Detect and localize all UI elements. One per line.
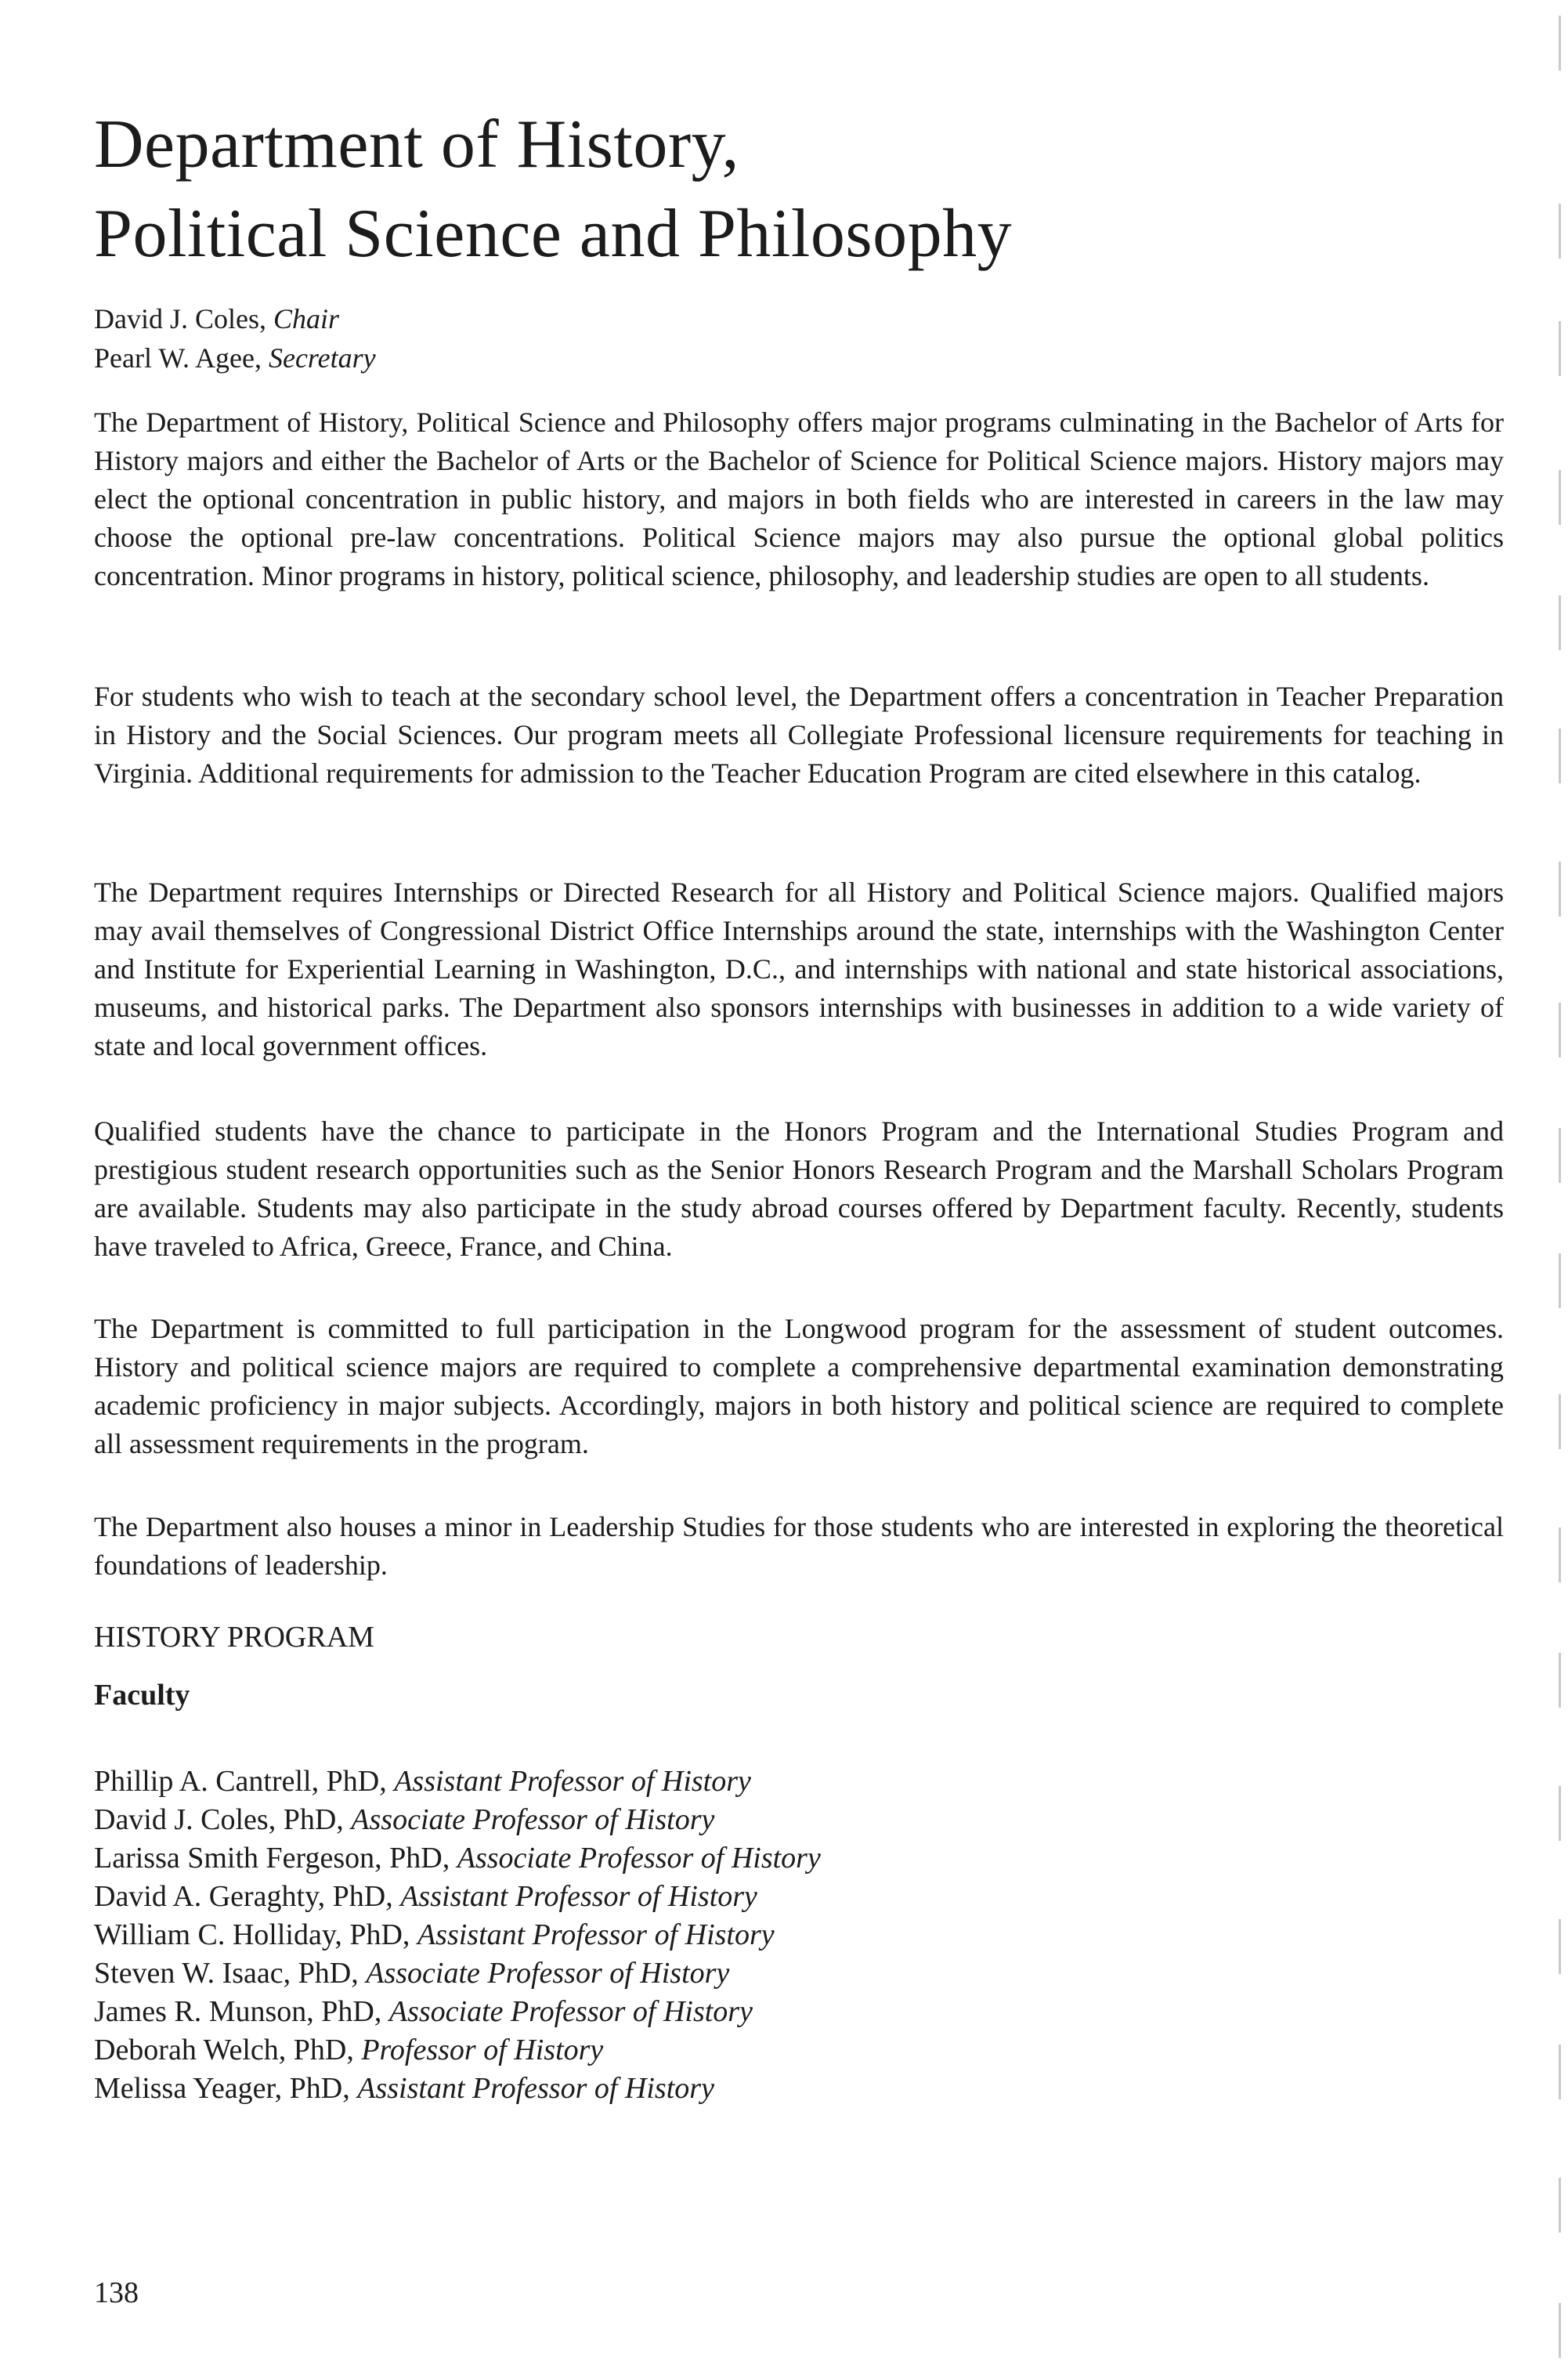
faculty-name: Melissa Yeager, PhD, [94, 2072, 358, 2105]
scan-edge-mark [1559, 2303, 1561, 2358]
faculty-item [94, 1993, 821, 2031]
faculty-item [94, 1801, 821, 1839]
teacher-prep-paragraph: For students who wish to teach at the secondary school level, the Department offers a concentration in Teacher Preparation in History and the Social Sciences. Our program meets all Collegiate Professional licensure requirements for teaching in Virginia. Additional requirements for admission to the Teacher Education Program are cited elsewhere in this catalog. [94, 681, 1504, 789]
faculty-name: David J. Coles, PhD, [94, 1803, 352, 1836]
scan-edge-mark [1559, 1394, 1561, 1449]
scan-edge-mark [1559, 1528, 1561, 1582]
faculty-title: Assistant Professor of History [394, 1765, 751, 1798]
faculty-name: James R. Munson, PhD, [94, 1995, 389, 2028]
faculty-title: Assistant Professor of History [400, 1880, 757, 1913]
scan-edge-mark [1559, 204, 1561, 259]
internships-paragraph: The Department requires Internships or Directed Research for all History and Political Science majors. Qualified majors may avail themselves of Congressional District Office Internships around the state, internships with the Washington Center and Institute for Experiential Learning in Washington, D.C., and internships with national and state historical associations, museums, and historical parks. The Department also sponsors internships with businesses in addition to a wide variety of state and local government offices. [94, 877, 1504, 1061]
faculty-item [94, 1839, 821, 1878]
scan-edge-mark [1559, 470, 1561, 525]
scan-edge-mark [1559, 2045, 1561, 2099]
faculty-heading: Faculty [94, 1679, 190, 1712]
scan-edge-mark [1559, 1253, 1561, 1308]
faculty-item [94, 1954, 821, 1993]
scan-edge-mark [1559, 321, 1561, 376]
staff-name: David J. Coles, [94, 303, 273, 334]
honors-paragraph: Qualified students have the chance to participate in the Honors Program and the International Studies Program and prestigious student research opportunities such as the Senior Honors Research Program and the Marshall Scholars Program are available. Students may also participate in the study abroad courses offered by Department faculty. Recently, students have traveled to Africa, Greece, France, and China. [94, 1115, 1504, 1262]
staff-secretary [94, 338, 376, 378]
page-title [94, 100, 1012, 279]
scan-edge-mark [1559, 595, 1561, 650]
faculty-name: Larissa Smith Fergeson, PhD, [94, 1842, 457, 1875]
faculty-name: Deborah Welch, PhD, [94, 2034, 362, 2066]
scan-edge-mark [1559, 1786, 1561, 1841]
scan-edge-mark [1559, 1919, 1561, 1974]
faculty-title: Professor of History [361, 2034, 604, 2066]
scan-edge-mark [1559, 729, 1561, 783]
intro-paragraph: The Department of History, Political Science and Philosophy offers major programs culminating in the Bachelor of Arts for History majors and either the Bachelor of Arts or the Bachelor of Science for Political Science majors. History majors may elect the optional concentration in public history, and majors in both fields who are interested in careers in the law may choose the optional pre-law concentrations. Political Science majors may also pursue the optional global politics concentration. Minor programs in history, political science, philosophy, and leadership studies are open to all students. [94, 407, 1504, 591]
page-number: 138 [94, 2276, 139, 2309]
faculty-name: Phillip A. Cantrell, PhD, [94, 1765, 395, 1798]
faculty-item [94, 2070, 821, 2108]
faculty-title: Associate Professor of History [457, 1842, 821, 1875]
staff-role: Chair [273, 303, 340, 334]
section-heading: HISTORY PROGRAM [94, 1621, 374, 1654]
page-title-line-1: Department of History, [94, 107, 739, 183]
faculty-title: Associate Professor of History [366, 1957, 730, 1990]
staff-name: Pearl W. Agee, [94, 342, 269, 374]
faculty-item [94, 1916, 821, 1954]
scan-edge-mark [1559, 862, 1561, 917]
assessment-paragraph: The Department is committed to full participation in the Longwood program for the assessment of student outcomes. History and political science majors are required to complete a comprehensive departmental examination demonstrating academic proficiency in major subjects. Accordingly, majors in both history and political science are required to complete all assessment requirements in the program. [94, 1313, 1504, 1459]
faculty-item [94, 2031, 821, 2070]
page-title-line-2: Political Science and Philosophy [94, 196, 1013, 272]
department-staff [94, 299, 376, 378]
faculty-list [94, 1763, 821, 2108]
scan-edge-mark [1559, 1128, 1561, 1183]
leadership-paragraph: The Department also houses a minor in Leadership Studies for those students who are interested in exploring the theoretical foundations of leadership. [94, 1511, 1504, 1581]
faculty-title: Associate Professor of History [388, 1995, 753, 2028]
faculty-item [94, 1878, 821, 1916]
faculty-title: Assistant Professor of History [417, 1918, 775, 1951]
scan-edge-mark [1559, 1653, 1561, 1708]
faculty-name: David A. Geraghty, PhD, [94, 1880, 401, 1913]
faculty-item [94, 1763, 821, 1801]
scan-edge-mark [1559, 16, 1561, 71]
staff-role: Secretary [268, 342, 376, 374]
staff-chair [94, 299, 376, 338]
scan-edge-mark [1559, 1003, 1561, 1058]
faculty-title: Associate Professor of History [351, 1803, 715, 1836]
faculty-name: William C. Holliday, PhD, [94, 1918, 417, 1951]
scan-edge-mark [1559, 2178, 1561, 2233]
faculty-title: Assistant Professor of History [357, 2072, 714, 2105]
faculty-name: Steven W. Isaac, PhD, [94, 1957, 367, 1990]
